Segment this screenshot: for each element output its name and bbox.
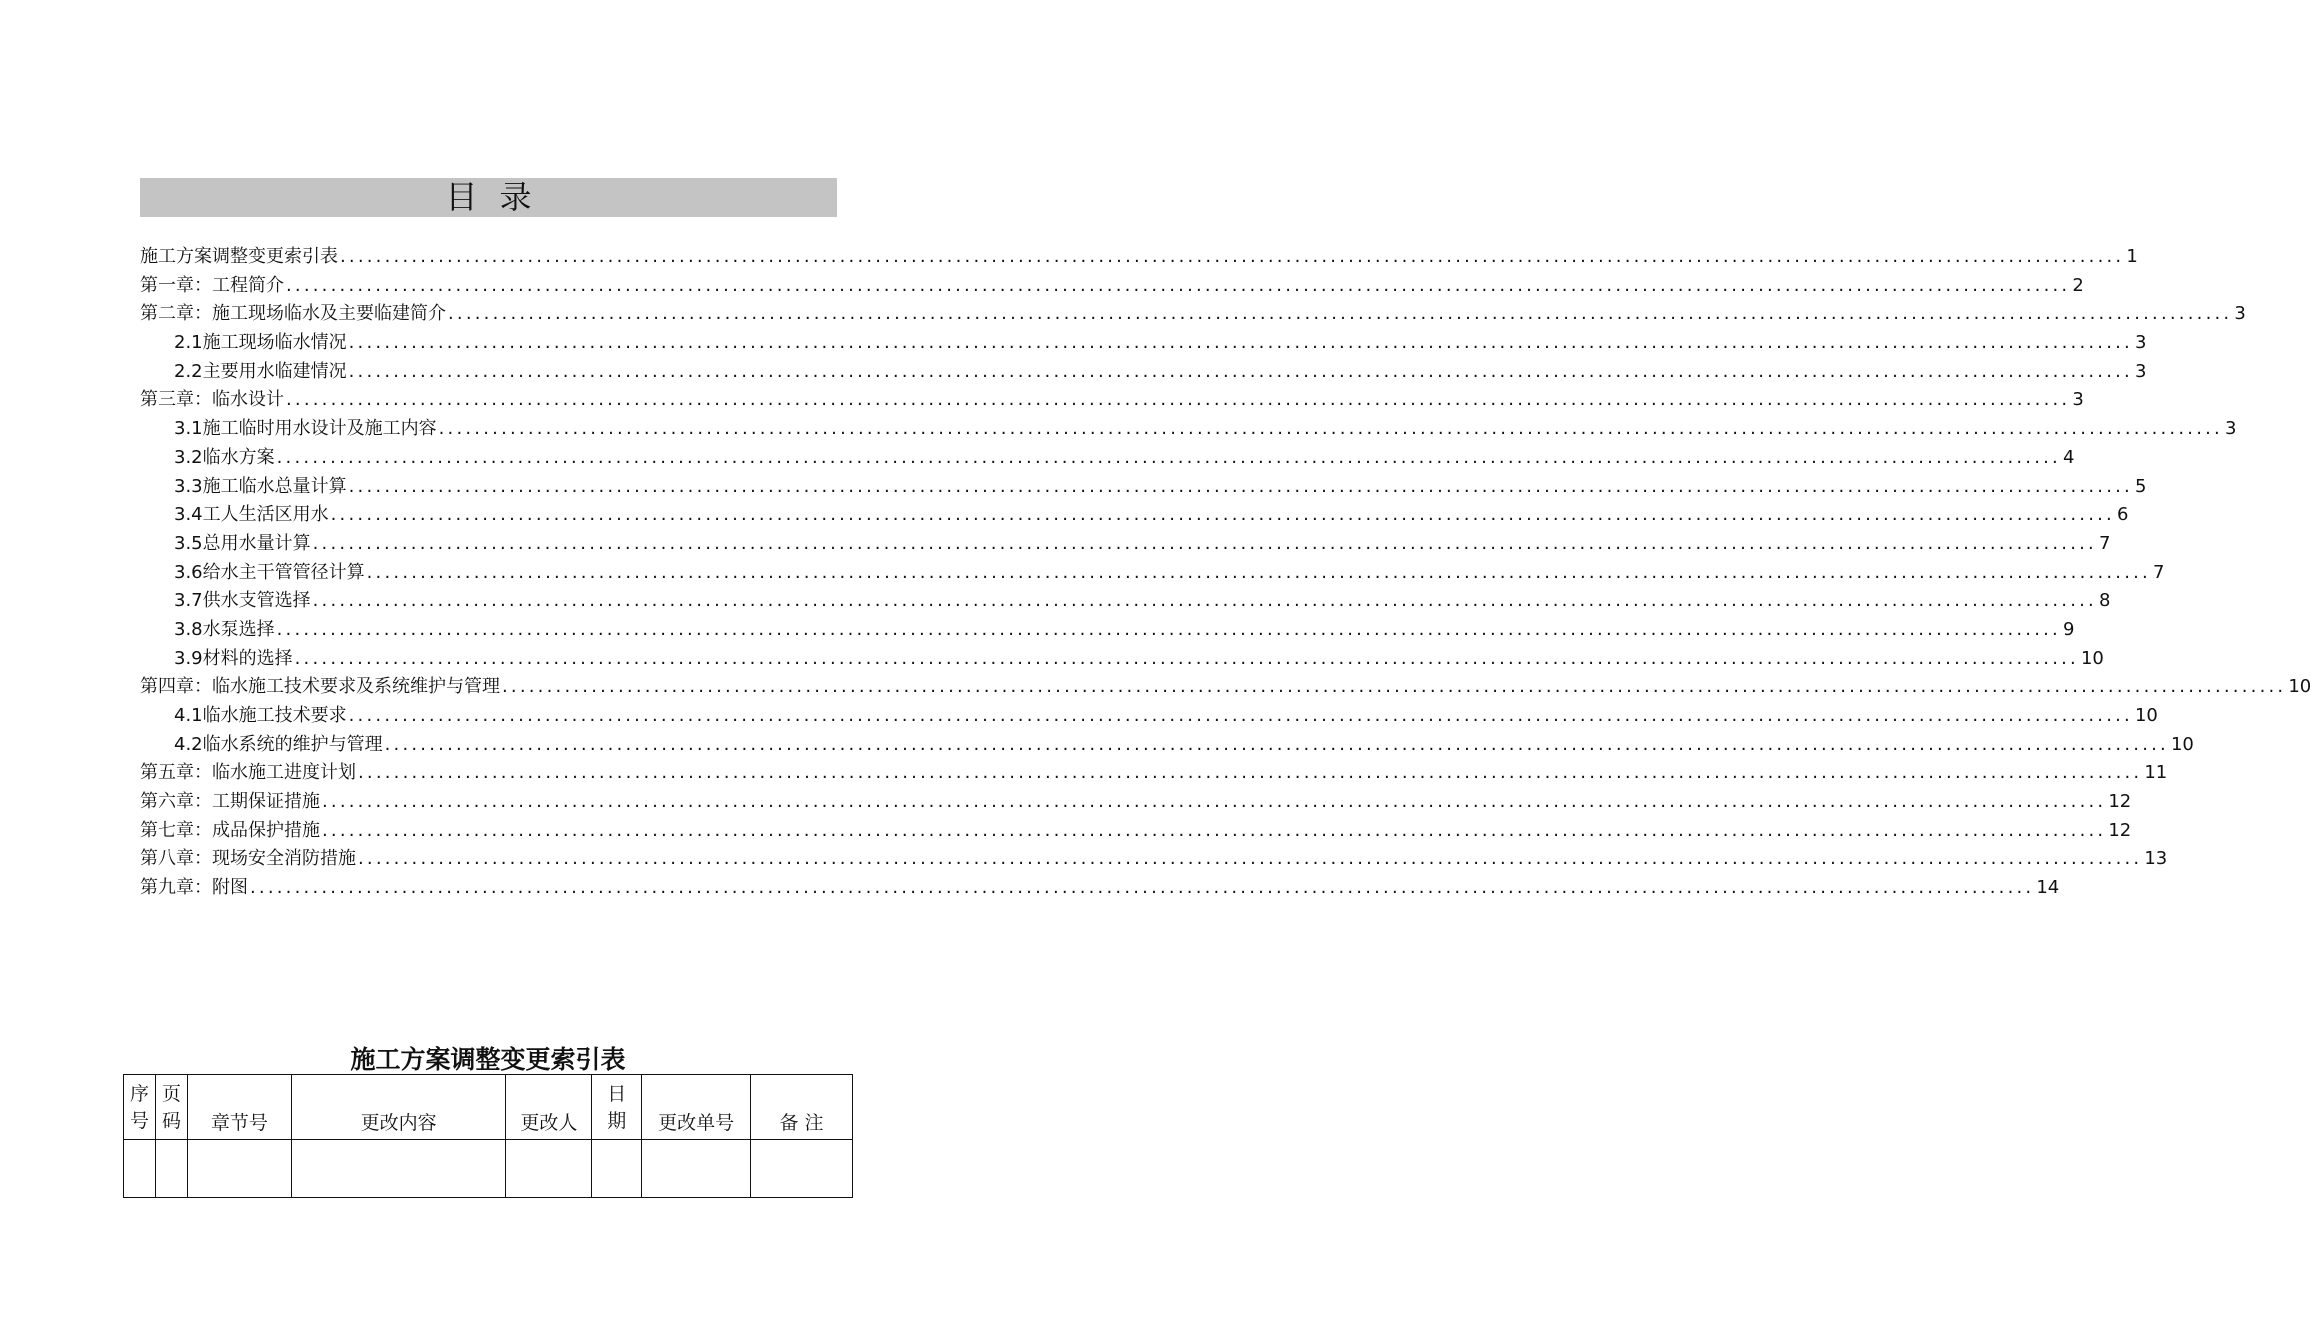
header-date-top: 日 [607,1083,627,1105]
toc-entry-title: 3.5总用水量计算 [174,532,311,554]
table-cell [187,1140,291,1198]
toc-entry-title: 第一章：工程简介 [140,274,284,296]
toc-entry[interactable] [140,386,2084,415]
toc-entry-page: 3 [2224,418,2237,440]
toc-entry-title: 3.3施工临水总量计算 [174,475,347,497]
table-header-row [124,1075,853,1140]
header-chapter: 章节号 [187,1075,291,1140]
toc-entry-page: 6 [2116,504,2129,526]
toc-dot-leader: ........................................................................................................................................................................................................ [502,676,2287,698]
toc-entry-title: 第六章：工期保证措施 [140,791,320,813]
table-row [124,1140,853,1198]
change-index-table [123,1074,853,1198]
toc-entry-page: 1 [2126,246,2138,267]
toc-entry[interactable] [140,817,2132,846]
header-person: 更改人 [506,1075,592,1140]
toc-entry-title: 第九章：附图 [140,877,248,899]
toc-entry-page: 10 [2080,647,2104,669]
toc-entry-page: 12 [2108,791,2132,813]
toc-dot-leader: ........................................................................................................................................................................................................ [348,705,2133,726]
toc-entry[interactable] [140,300,2246,329]
toc-entry[interactable] [140,243,2138,272]
toc-entry-title: 第四章：临水施工技术要求及系统维护与管理 [140,676,500,698]
table-cell [506,1140,592,1198]
toc-entry[interactable] [140,272,2084,301]
toc-entry-page: 7 [2098,532,2111,554]
toc-entry-title: 施工方案调整变更索引表 [140,246,338,267]
toc-entry[interactable] [140,874,2060,903]
toc-dot-leader: ........................................................................................................................................................................................................ [448,303,2233,325]
header-page [155,1075,187,1140]
toc-dot-leader: ........................................................................................................................................................................................................ [286,274,2071,296]
toc-entry[interactable] [140,473,2147,502]
toc-entry-title: 3.2临水方案 [174,446,275,468]
toc-entry-page: 13 [2144,848,2168,870]
header-page-top: 页 [161,1083,181,1105]
toc-entry-page: 7 [2152,561,2165,583]
toc-header-bar [140,178,837,217]
toc-entry-title: 2.1施工现场临水情况 [174,332,347,354]
header-note: 备 注 [751,1075,853,1140]
table-cell [124,1140,156,1198]
toc-entry-title: 第八章：现场安全消防措施 [140,848,356,870]
toc-dot-leader: ........................................................................................................................................................................................................ [286,389,2071,411]
toc-entry-page: 3 [2134,360,2147,382]
toc-entry-page: 3 [2072,389,2084,411]
header-seq-top: 序 [129,1083,149,1105]
toc-entry-title: 3.6给水主干管管径计算 [174,561,365,583]
toc-entry[interactable] [140,731,2194,760]
toc-entry-page: 5 [2134,475,2147,497]
toc-entry-page: 9 [2062,618,2075,640]
toc-entry-title: 3.8水泵选择 [174,618,275,640]
table-cell [592,1140,642,1198]
header-page-bottom: 码 [161,1110,181,1132]
toc-entry[interactable] [140,702,2158,731]
toc-entry-title: 第五章：临水施工进度计划 [140,762,356,784]
toc-entry-page: 11 [2144,762,2168,784]
table-of-contents [140,243,2311,903]
toc-entry-title: 3.7供水支管选择 [174,590,311,612]
toc-entry-title: 第七章：成品保护措施 [140,819,320,841]
toc-entry-title: 第三章：临水设计 [140,389,284,411]
toc-entry-page: 14 [2036,877,2060,899]
header-date-bottom: 期 [607,1110,627,1132]
toc-entry-page: 4 [2062,446,2075,468]
toc-dot-leader: ........................................................................................................................................................................................................ [366,561,2151,583]
toc-dot-leader: ........................................................................................................................................................................................................ [322,819,2107,841]
toc-entry[interactable] [140,501,2129,530]
toc-entry[interactable] [140,444,2075,473]
toc-entry-page: 2 [2072,274,2084,296]
toc-dot-leader: ........................................................................................................................................................................................................ [340,246,2125,267]
toc-dot-leader: ........................................................................................................................................................................................................ [322,791,2107,813]
toc-dot-leader: ........................................................................................................................................................................................................ [384,733,2169,755]
toc-dot-leader: ........................................................................................................................................................................................................ [312,532,2097,554]
toc-entry-title: 4.2临水系统的维护与管理 [174,733,383,755]
toc-entry[interactable] [140,587,2111,616]
toc-dot-leader: ........................................................................................................................................................................................................ [312,590,2097,612]
table-cell [642,1140,751,1198]
toc-dot-leader: ........................................................................................................................................................................................................ [250,877,2035,899]
toc-dot-leader: ........................................................................................................................................................................................................ [276,618,2061,640]
header-date [592,1075,642,1140]
toc-entry[interactable] [140,673,2311,702]
toc-entry-title: 3.9材料的选择 [174,647,293,669]
table-cell [751,1140,853,1198]
toc-entry[interactable] [140,415,2237,444]
toc-dot-leader: ........................................................................................................................................................................................................ [348,360,2133,382]
toc-entry-page: 10 [2134,705,2158,726]
table-cell [291,1140,506,1198]
toc-entry[interactable] [140,358,2147,387]
toc-entry[interactable] [140,329,2147,358]
header-order: 更改单号 [642,1075,751,1140]
toc-dot-leader: ........................................................................................................................................................................................................ [348,475,2133,497]
index-table-title: 施工方案调整变更索引表 [350,1045,626,1074]
toc-dot-leader: ........................................................................................................................................................................................................ [276,446,2061,468]
header-content: 更改内容 [291,1075,506,1140]
toc-dot-leader: ........................................................................................................................................................................................................ [358,762,2143,784]
toc-entry[interactable] [140,845,2168,874]
toc-entry[interactable] [140,559,2165,588]
toc-entry[interactable] [140,759,2168,788]
header-seq-bottom: 号 [129,1110,149,1132]
toc-entry-page: 10 [2170,733,2194,755]
toc-entry-page: 8 [2098,590,2111,612]
toc-header-title: 目录 [445,178,554,216]
toc-entry-title: 3.4工人生活区用水 [174,504,329,526]
toc-entry[interactable] [140,788,2132,817]
header-seq [124,1075,156,1140]
toc-dot-leader: ........................................................................................................................................................................................................ [330,504,2115,526]
toc-entry[interactable] [140,645,2104,674]
toc-entry-title: 4.1临水施工技术要求 [174,705,347,726]
toc-dot-leader: ........................................................................................................................................................................................................ [438,418,2223,440]
toc-entry[interactable] [140,616,2075,645]
toc-entry-title: 2.2主要用水临建情况 [174,360,347,382]
toc-dot-leader: ........................................................................................................................................................................................................ [294,647,2079,669]
toc-entry-title: 第二章：施工现场临水及主要临建简介 [140,303,446,325]
toc-entry-page: 12 [2108,819,2132,841]
toc-entry-page: 3 [2234,303,2246,325]
toc-entry-page: 10 [2288,676,2311,698]
toc-dot-leader: ........................................................................................................................................................................................................ [358,848,2143,870]
table-cell [155,1140,187,1198]
toc-entry-title: 3.1施工临时用水设计及施工内容 [174,418,437,440]
toc-dot-leader: ........................................................................................................................................................................................................ [348,332,2133,354]
toc-entry[interactable] [140,530,2111,559]
toc-entry-page: 3 [2134,332,2147,354]
